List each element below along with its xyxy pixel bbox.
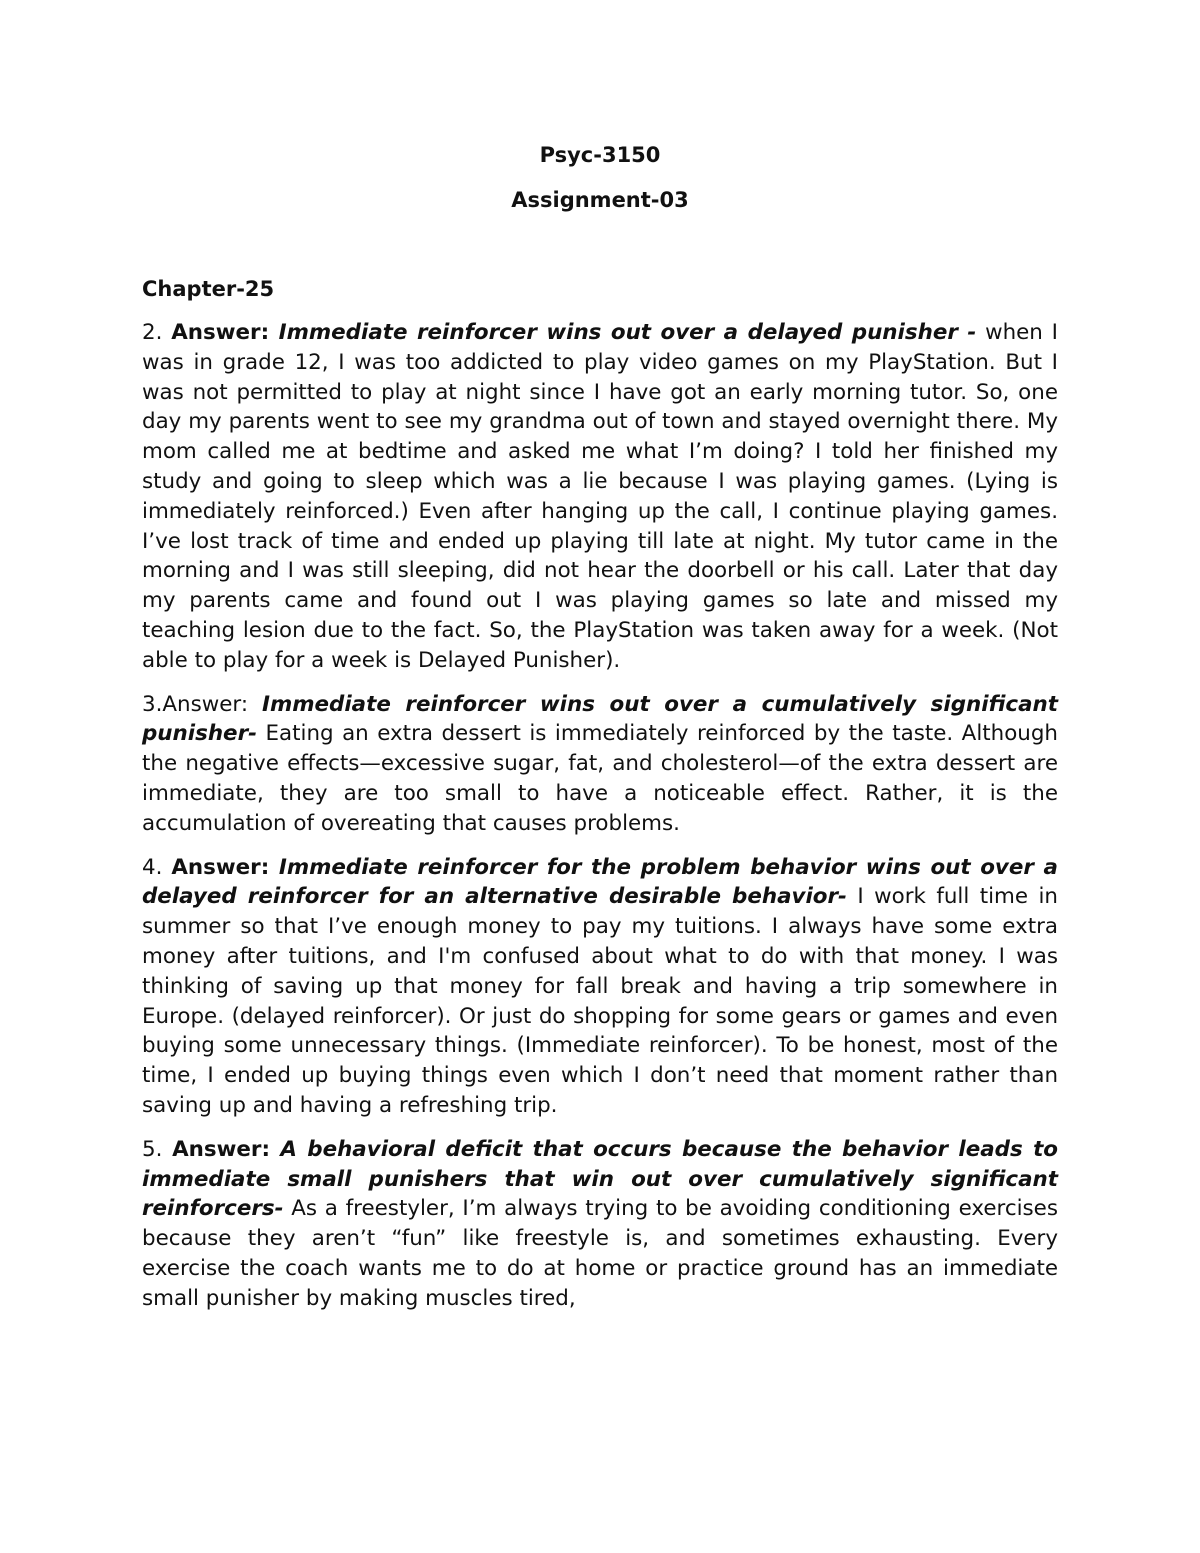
course-title: Psyc-3150 bbox=[539, 143, 661, 167]
answer-number: 3. bbox=[142, 691, 163, 717]
answer-label: Answer: bbox=[171, 854, 279, 880]
answer-label: Answer: bbox=[172, 1136, 281, 1162]
answer-number: 4. bbox=[142, 854, 172, 880]
answer-heading: Immediate reinforcer for the problem behavior wins out over a delayed reinforcer for an alternative desirable behavior- bbox=[142, 854, 1058, 910]
answer-heading: Immediate reinforcer wins out over a cumulatively significant punisher- bbox=[142, 691, 1058, 747]
answer-heading: A behavioral deficit that occurs because the behavior leads to immediate small punishers that win out over cumulatively significant reinforcers- bbox=[142, 1136, 1058, 1222]
answer-2 bbox=[142, 318, 1058, 676]
answer-5 bbox=[142, 1135, 1058, 1314]
assignment-title: Assignment-03 bbox=[511, 188, 689, 212]
answer-label: Answer: bbox=[162, 691, 262, 717]
answer-body: Eating an extra dessert is immediately reinforced by the taste. Although the negative effects—excessive sugar, fat, and cholesterol—of the extra dessert are immediate, they are too small to have a noticeable effect. Rather, it is the accumulation of overeating that causes problems. bbox=[142, 721, 1058, 836]
chapter-heading: Chapter-25 bbox=[142, 277, 275, 301]
answer-number: 2. bbox=[142, 320, 172, 345]
answer-body: when I was in grade 12, I was too addicted to play video games on my PlayStation. But I was not permitted to play at night since I have got an early morning tutor. So, one day my parents went to see my grandma out of town and stayed overnight there. My mom called me at bedtime and asked me what I’m doing? I told her finished my study and going to sleep which was a lie because I was playing games. (Lying is immediately reinforced.) Even after hanging up the call, I continue playing games. I’ve lost track of time and ended up playing till late at night. My tutor came in the morning and I was still sleeping, did not hear the doorbell or his call. Later that day my parents came and found out I was playing games so late and missed my teaching lesion due to the fact. So, the PlayStation was taken away for a week. (Not able to play for a week is Delayed Punisher). bbox=[142, 320, 1058, 673]
answer-body: As a freestyler, I’m always trying to be avoiding conditioning exercises because they aren’t “fun” like freestyle is, and sometimes exhausting. Every exercise the coach wants me to do at home or practice ground has an immediate small punisher by making muscles tired, bbox=[142, 1196, 1058, 1311]
answer-3 bbox=[142, 690, 1058, 839]
answer-body: I work full time in summer so that I’ve enough money to pay my tuitions. I always have some extra money after tuitions, and I'm confused about what to do with that money. I was thinking of saving up that money for fall break and having a trip somewhere in Europe. (delayed reinforcer). Or just do shopping for some gears or games and even buying some unnecessary things. (Immediate reinforcer). To be honest, most of the time, I ended up buying things even which I don’t need that moment rather than saving up and having a refreshing trip. bbox=[142, 884, 1058, 1118]
answer-4 bbox=[142, 853, 1058, 1121]
answer-heading: Immediate reinforcer wins out over a delayed punisher - bbox=[278, 320, 977, 345]
document-page bbox=[142, 140, 1058, 1314]
answer-label: Answer: bbox=[171, 320, 279, 345]
answer-number: 5. bbox=[142, 1136, 173, 1162]
